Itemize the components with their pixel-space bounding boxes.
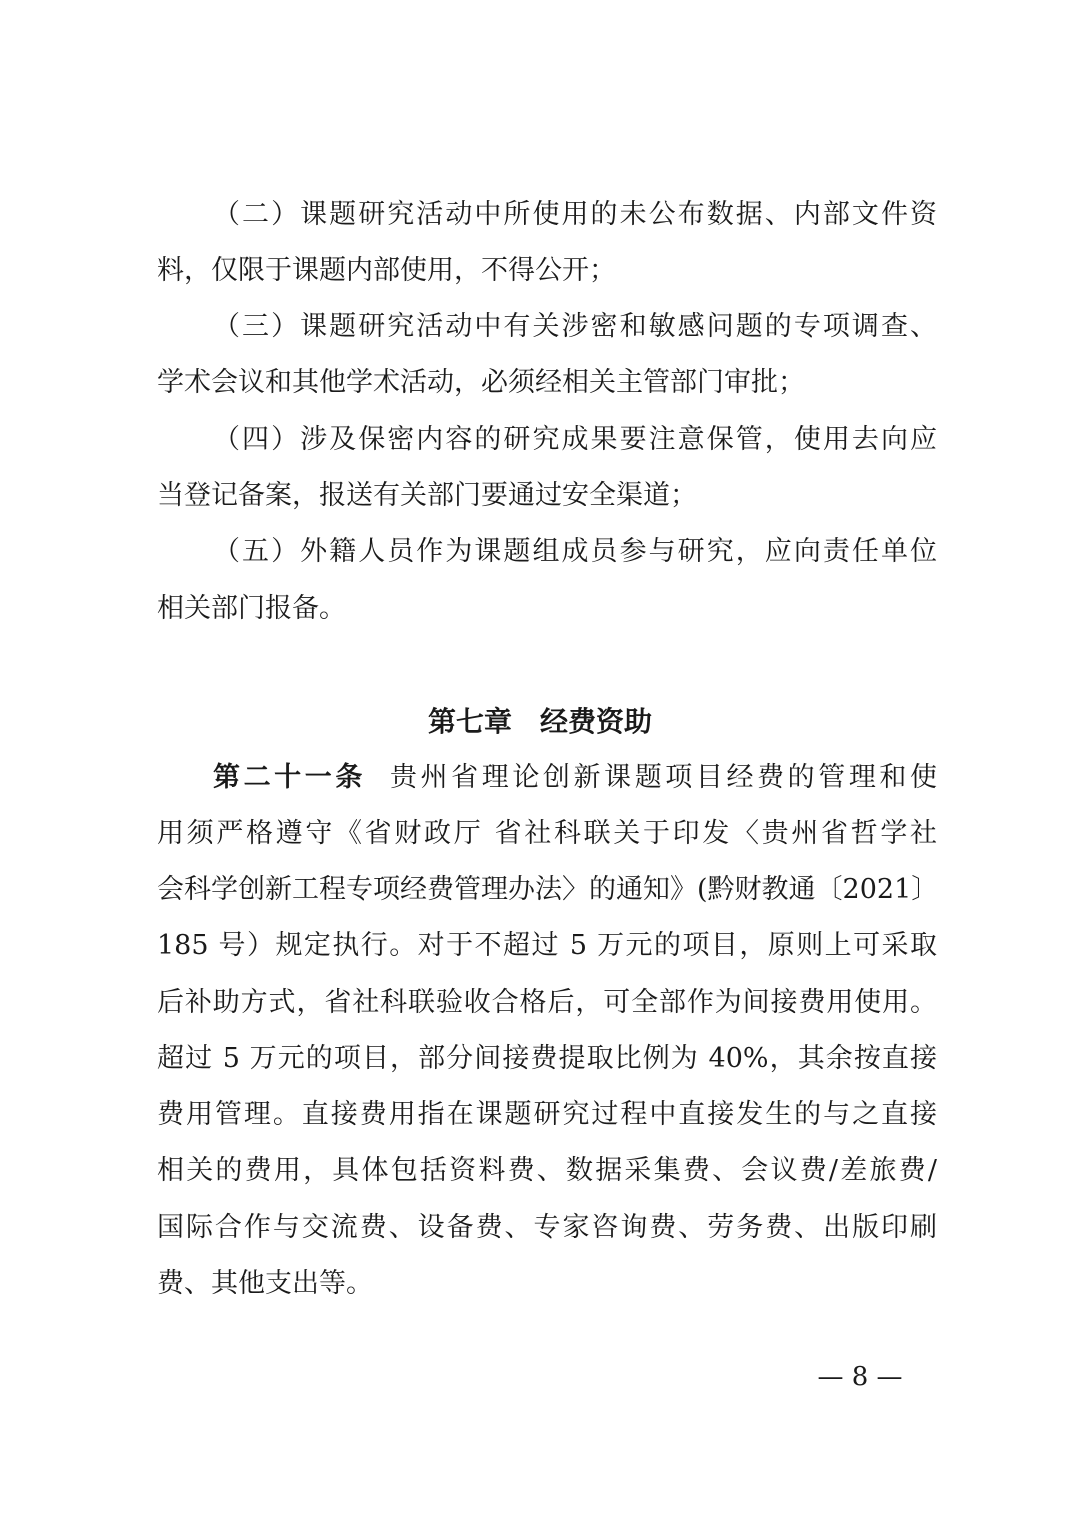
article-21-line-2: 用须严格遵守《省财政厅 省社科联关于印发〈贵州省哲学社 (157, 818, 937, 849)
article-label: 第二十一条 (213, 762, 366, 793)
article-first-line-text: 贵州省理论创新课题项目经费的管理和使 (389, 762, 938, 793)
page-number: — 8 — (817, 1362, 903, 1392)
article-21-line-5: 后补助方式，省社科联验收合格后，可全部作为间接费用使用。 (157, 987, 937, 1018)
item-2-line-2: 料，仅限于课题内部使用，不得公开； (157, 255, 616, 286)
item-4-line-1: （四）涉及保密内容的研究成果要注意保管，使用去向应 (213, 424, 937, 455)
article-21-line-9: 国际合作与交流费、设备费、专家咨询费、劳务费、出版印刷 (157, 1212, 937, 1243)
item-4-line-2: 当登记备案，报送有关部门要通过安全渠道； (157, 480, 697, 511)
article-21-line-10: 费、其他支出等。 (157, 1268, 373, 1299)
article-21-line-3: 会科学创新工程专项经费管理办法〉的通知》(黔财教通〔2021〕 (157, 874, 939, 905)
item-5-line-2: 相关部门报备。 (157, 593, 346, 624)
article-21-line-4: 185 号）规定执行。对于不超过 5 万元的项目，原则上可采取 (157, 930, 937, 961)
item-3-line-1: （三）课题研究活动中有关涉密和敏感问题的专项调查、 (213, 311, 937, 342)
article-21-line-1 (213, 758, 937, 798)
chapter-heading: 第七章 经费资助 (427, 705, 652, 738)
item-3-line-2: 学术会议和其他学术活动，必须经相关主管部门审批； (157, 367, 805, 398)
item-2-line-1: （二）课题研究活动中所使用的未公布数据、内部文件资 (213, 199, 937, 230)
article-21-line-6: 超过 5 万元的项目，部分间接费提取比例为 40%，其余按直接 (157, 1043, 937, 1074)
item-5-line-1: （五）外籍人员作为课题组成员参与研究，应向责任单位 (213, 536, 937, 567)
article-21-line-7: 费用管理。直接费用指在课题研究过程中直接发生的与之直接 (157, 1099, 937, 1130)
article-21-line-8: 相关的费用，具体包括资料费、数据采集费、会议费/差旅费/ (157, 1155, 937, 1186)
